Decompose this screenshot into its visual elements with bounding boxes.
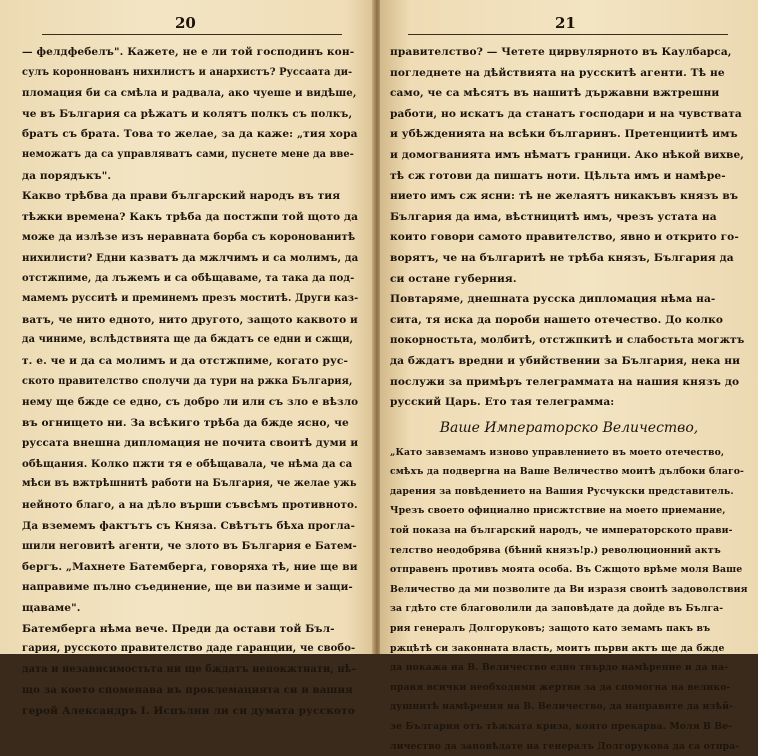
text-line: само, че са мѣсятъ въ нашитѣ държавни вжтрешни — [390, 87, 720, 100]
text-line: нихилисти? Едни казватъ да мжлчимъ и са молимъ, да — [22, 251, 359, 264]
text-line: личество да заповѣдате на генералъ Долгорукова да са отпра- — [390, 740, 740, 752]
right-body-text — [390, 42, 748, 413]
text-line: той показа на българский народъ, че императорското прави- — [390, 525, 733, 537]
text-line: братъ съ брата. Това то желае, за да каже: „тия хора — [22, 128, 358, 141]
text-line: сита, тя иска да пороби нашето отечество. До колко — [390, 313, 724, 326]
page-number-right: 21 — [555, 14, 576, 32]
left-page — [0, 0, 376, 717]
text-line: отправенъ противъ моята особа. Въ Сжщото врѣме моля Ваше — [390, 564, 743, 576]
text-line: Батемберга нѣма вече. Преди да остави той Бъл- — [22, 622, 335, 635]
text-line: гария, русското правителство даде гаранции, че свобо- — [22, 643, 356, 655]
text-line: че въ България са рѣжатъ и колятъ полкъ съ полкъ, — [22, 107, 353, 120]
text-line: телство неодобрява (бѣний князъ!р.) революционний актъ — [390, 544, 721, 556]
telegram-text — [390, 443, 748, 756]
text-line: да порядъкъ". — [22, 169, 112, 182]
text-line: мамемъ русситѣ и преминемъ презъ моститѣ. Други каз- — [22, 293, 359, 305]
text-line: правя всички необходими жертви за да спомогна на велико- — [390, 681, 731, 693]
right-page — [380, 0, 758, 752]
text-line: сулъ короннованъ нихилистъ и анархистъ? Руссаата ди- — [22, 66, 353, 78]
text-line: Да вземемъ фактътъ съ Княза. Свѣтътъ бѣха прогла- — [22, 519, 356, 532]
text-line: нието имъ сж ясни: тѣ не желаятъ никакъвъ князъ въ — [390, 190, 739, 203]
letter-salutation: Ваше Императорско Величество, — [439, 419, 699, 436]
left-page-text — [22, 42, 358, 722]
text-line: тѣ сж готови да пишатъ ноти. Цѣльта имъ и намѣре- — [390, 169, 726, 182]
text-line: правителство? — Четете цирвулярното въ Каулбарса, — [390, 46, 732, 58]
text-line: Величество да ми позволите да Ви изразя своитѣ задоволствия — [390, 583, 748, 595]
text-line: рия генералъ Долгоруковъ; защото като земамъ пакъ въ — [390, 623, 711, 635]
text-line: ворятъ, че на българитѣ не трѣба князъ, България да — [390, 251, 734, 264]
text-line: и убѣжденията на всѣки българинъ. Претенциитѣ имъ — [390, 128, 738, 141]
text-line: да чиниме, вслѣдствията ще да бждатъ се едни и сжщи, — [22, 334, 354, 346]
text-line: си остане губерния. — [390, 272, 517, 285]
text-line: направиме пълно съединение, ще ви пазиме и защи- — [22, 581, 353, 594]
text-line: герой Александръ I. Испълни ли си думата русското — [22, 705, 355, 717]
text-line: за гдѣто сте благоволили да заповѣдате да дойде въ Бълга- — [390, 603, 724, 615]
text-line: неможатъ да са управляватъ сами, пуснете мене да вве- — [22, 148, 354, 160]
header-rule-right — [408, 34, 728, 35]
text-line: послужи за примѣръ телеграммата на нашия князъ до — [390, 375, 740, 388]
text-line: въ огнището ни. За всѣкиго трѣба да бжде ясно, че — [22, 416, 349, 429]
text-line: покорностьта, молбитѣ, отстжпкитѣ и слабостьта могжтъ — [390, 334, 745, 347]
text-line: обѣщания. Колко пжти тя е обѣщавала, че нѣма да са — [22, 457, 353, 470]
text-line: „Като завземамъ изново управлението въ моето отечество, — [390, 446, 725, 458]
text-line: и домогванията имъ нѣматъ граници. Ако нѣкой вихве, — [390, 148, 745, 161]
text-line: Какво трѣбва да прави българский народъ въ тия — [22, 190, 341, 203]
text-line: дата и независимостьта ни ще бждатъ непокжтнати, нѣ- — [22, 663, 356, 675]
text-line: ватъ, че нито едното, нито другото, защото каквото и — [22, 313, 358, 326]
text-line: да бждатъ вредни и убийствении за България, нека ни — [390, 354, 741, 367]
text-line: зе България отъ тѣжката криза, която прекарва. Моля В Ве- — [390, 721, 733, 732]
header-rule-left — [42, 34, 342, 35]
text-line: що за което споменава въ проклемацията си и вашия — [22, 684, 353, 697]
text-line: тѣжки времена? Какъ трѣба да постжпи той щото да — [22, 210, 359, 223]
text-line: България да има, вѣстницитѣ имъ, чрезъ устата на — [390, 210, 717, 223]
text-line: нейното благо, а на дѣло върши съвсѣмъ противното. — [22, 499, 358, 512]
text-line: душнитѣ намѣрения на В. Величество, да направите да изѣй- — [390, 701, 734, 713]
text-line: русский Царь. Ето тая телеграмма: — [390, 396, 615, 409]
page-number-left: 20 — [175, 14, 196, 32]
right-page-text — [390, 42, 748, 756]
text-line: работи, но искатъ да станатъ господари и на чувствата — [390, 107, 742, 120]
text-line: нему ще бжде се едно, съ добро ли или съ зло е вѣзло — [22, 396, 359, 409]
text-line: които говори самото правителство, явно и откритo го- — [390, 231, 739, 244]
text-line: щаваме". — [22, 602, 81, 615]
text-line: отстжпиме, да лъжемъ и са обѣщаваме, та така да под- — [22, 272, 355, 284]
text-line: руссата внешна дипломация не почита своитѣ думи и — [22, 437, 359, 450]
text-line: т. е. че и да са молимъ и да отстжпиме, когато рус- — [22, 354, 348, 367]
text-line: ското правителство сполучи да тури на ржка България, — [22, 375, 353, 387]
text-line: да покажа на В. Величество едно твърдо намѣрение и да на- — [390, 662, 729, 674]
text-line: бергъ. „Махнете Батемберга, говоряха тѣ, ние ще ви — [22, 560, 358, 573]
text-line: ржцѣтѣ си законната власть, моитъ първи актъ ще да бжде — [390, 642, 725, 654]
text-line: пломация би са смѣла и радвала, ако чуеше и видѣше, — [22, 87, 357, 100]
text-line: мѣси въ вжтрѣшнитѣ работи на България, че желае ужь — [22, 478, 357, 490]
text-line: — фелдфебелъ". Кажете, не е ли той господинъ кон- — [22, 46, 355, 58]
text-line: Повтаряме, днешната русска дипломация нѣма на- — [390, 293, 716, 306]
text-line: шили неговитѣ агенти, че злото въ България е Батем- — [22, 540, 357, 553]
text-line: Чрезъ своето официално присжтствие на моето приемание, — [390, 505, 726, 517]
text-line: погледнете на дѣйствията на русскитѣ агенти. Тѣ не — [390, 66, 725, 79]
text-line: смѣхъ да подвергна на Ваше Величество моитѣ дълбоки благо- — [390, 466, 745, 478]
text-line: може да излѣзе изъ неравната борба съ коронованитѣ — [22, 231, 356, 244]
text-line: дарения за повѣдението на Вашия Русчукски представитель. — [390, 485, 734, 497]
